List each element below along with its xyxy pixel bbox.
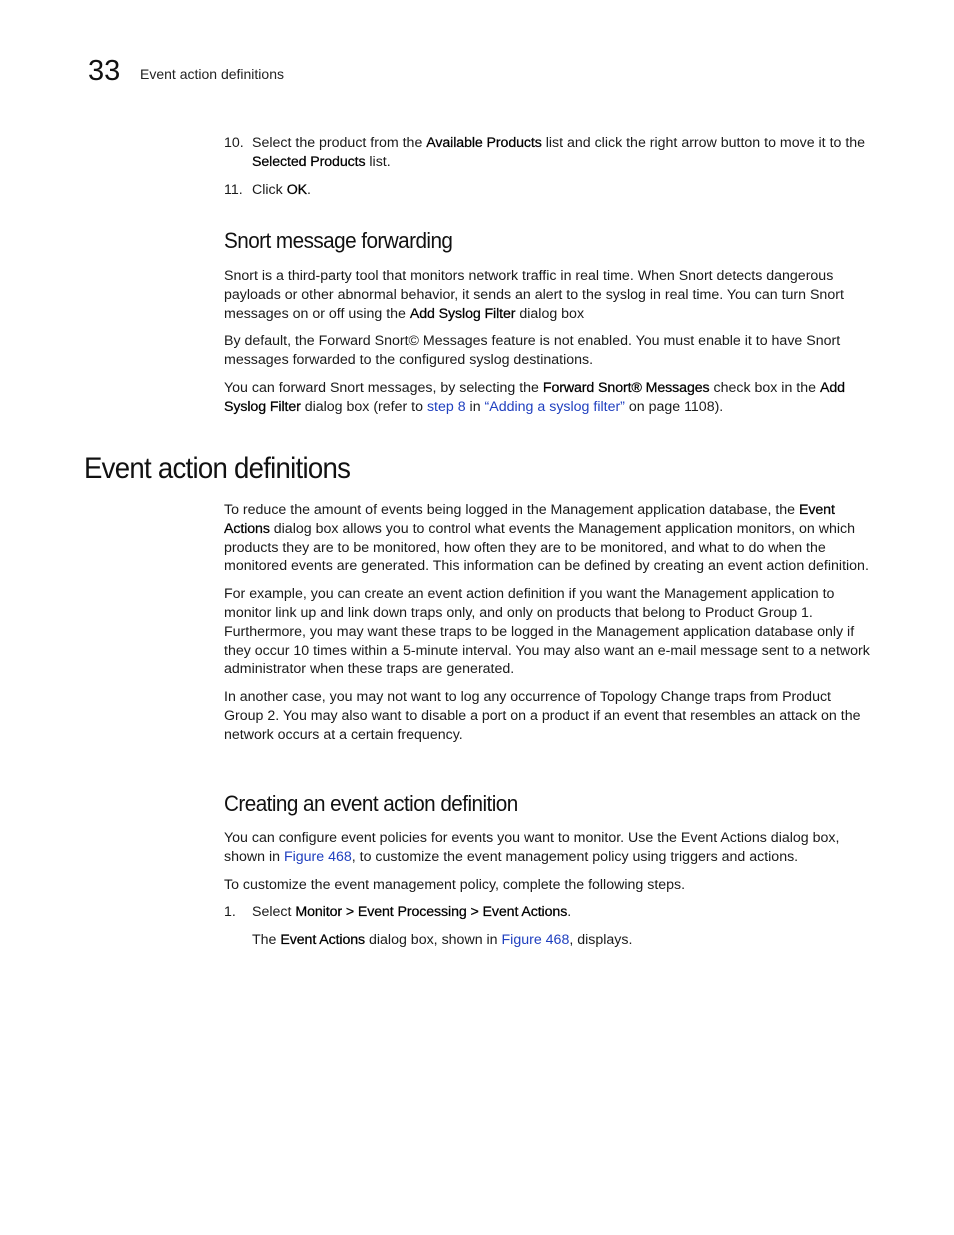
steps-top — [224, 134, 872, 208]
text-run: To customize the event management policy, complete the following steps. — [224, 876, 686, 893]
text-run: . — [567, 904, 572, 921]
ui-term: Available Products — [426, 135, 542, 151]
ui-term: Selected Products — [252, 153, 366, 170]
step-10 — [224, 134, 872, 172]
running-title: Event action definitions — [140, 66, 284, 82]
creating-section — [224, 829, 872, 959]
step-text — [252, 135, 865, 170]
paragraph — [224, 688, 872, 744]
ui-term: Event Actions — [280, 932, 366, 949]
text-run: The — [252, 932, 281, 949]
ui-term: Monitor > Event Processing > Event Actions — [295, 904, 568, 921]
text-run: dialog box (refer to — [300, 398, 427, 415]
text-run: in — [465, 398, 485, 415]
cross-reference-link[interactable]: Figure 468 — [283, 848, 352, 865]
text-run: , to customize the event management policy using triggers and actions. — [351, 848, 799, 865]
text-run: Click — [252, 181, 287, 198]
ui-term: Add Syslog Filter — [224, 379, 845, 415]
paragraph — [224, 332, 872, 370]
text-run: . — [307, 181, 311, 198]
snort-section — [224, 267, 872, 426]
creating-heading: Creating an event action definition — [224, 791, 518, 816]
text-run: Snort is a third-party tool that monitors network traffic in real time. When Snort detects dangerous payloads or other abnormal behavior, it sends an alert to the syslog in real time. You can turn Snort messages on or off using the — [224, 268, 844, 322]
text-run: For example, you can create an event action definition if you want the Management application to monitor link up and link down traps only, and only on products that belong to Product Group 1. Furthermore, you may want these traps to be logged in the Management application database only if they occur 10 times within a 5-minute interval. You may also want an e-mail message sent to a network administrator when these traps are generated. — [224, 586, 870, 678]
text-run: Select the product from the — [252, 135, 427, 151]
cross-reference-link[interactable]: step 8 — [426, 398, 466, 415]
step-number: 1. — [224, 904, 236, 921]
paragraph — [224, 267, 872, 323]
text-run: By default, the Forward Snort© Messages feature is not enabled. You must enable it to have Snort messages forwarded to the configured syslog destinations. — [224, 333, 841, 369]
text-run: dialog box, shown in — [365, 932, 502, 949]
text-run: You can configure event policies for events you want to monitor. Use the Event Actions dialog box, shown in — [224, 830, 840, 865]
section-title: Event action definitions — [84, 452, 351, 485]
paragraph — [224, 876, 872, 895]
text-run: dialog box allows you to control what events the Management application monitors, on which products they are to be monitored, how often they are to be monitored, and what to do when the monitored events are generated. This information can be defined by creating an event action definition. — [224, 520, 869, 575]
text-run: In another case, you may not want to log any occurrence of Topology Change traps from Product Group 2. You may also want to disable a port on a product if an event that resembles an attack on the network occurs at a certain frequency. — [224, 689, 861, 743]
paragraph — [224, 501, 872, 576]
ui-term: OK — [286, 181, 307, 198]
event-defs-section — [224, 501, 872, 754]
paragraph — [224, 379, 872, 417]
text-run: You can forward Snort messages, by selecting the — [224, 379, 543, 396]
cross-reference-link[interactable]: Figure 468 — [501, 932, 570, 949]
step-11 — [224, 181, 872, 200]
text-run: Select — [252, 904, 296, 921]
step-number: 11. — [224, 181, 243, 198]
step-number: 10. — [224, 135, 244, 151]
snort-heading: Snort message forwarding — [224, 228, 453, 253]
chapter-number: 33 — [88, 55, 121, 87]
text-run: list. — [365, 153, 391, 170]
step-text — [252, 904, 571, 920]
step-text — [252, 182, 311, 198]
ui-term: Event Actions — [224, 502, 835, 537]
ui-term: Forward Snort® Messages — [542, 379, 710, 396]
paragraph — [224, 829, 872, 867]
text-run: dialog box — [515, 305, 585, 322]
text-run: list and click the right arrow button to move it to the — [541, 135, 866, 151]
step-1-followup — [224, 931, 872, 950]
text-run: , displays. — [569, 932, 633, 949]
text-run: To reduce the amount of events being logged in the Management application database, the — [224, 502, 799, 518]
ui-term: Add Syslog Filter — [409, 305, 516, 322]
cross-reference-link[interactable]: “Adding a syslog filter” — [484, 398, 625, 415]
step-1 — [224, 903, 872, 922]
text-run: on page 1108). — [624, 398, 724, 415]
text-run: check box in the — [709, 379, 820, 396]
paragraph — [224, 585, 872, 679]
